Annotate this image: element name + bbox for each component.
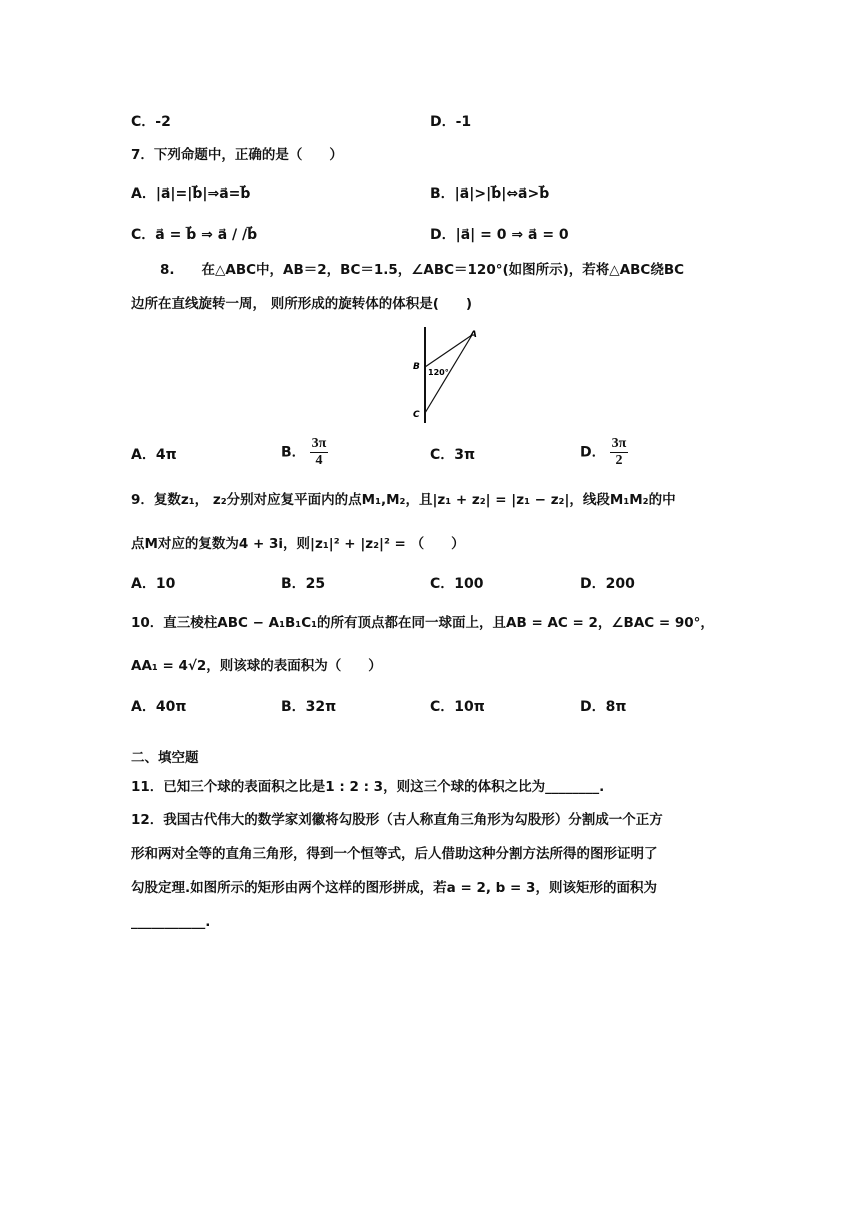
q10-option-b: B．32π	[281, 699, 337, 715]
q12-line2: 形和两对全等的直角三角形，得到一个恒等式，后人借助这种分割方法所得的图形证明了	[131, 846, 658, 862]
q9-option-b: B．25	[281, 576, 326, 592]
q9-option-c: C．100	[430, 576, 484, 592]
q7-option-c: C．a⃗ = b⃗ ⇒ a⃗ / /b⃗	[131, 227, 258, 243]
q12-line1: 12．我国古代伟大的数学家刘徽将勾股形（古人称直角三角形为勾股形）分割成一个正方	[131, 812, 663, 828]
q7-stem: 7．下列命题中，正确的是（ ）	[131, 147, 343, 163]
section-heading-fill-in: 二、填空题	[131, 750, 199, 766]
q10-option-a: A．40π	[131, 699, 187, 715]
q12-line4: ___________.	[131, 914, 211, 930]
q12-line3: 勾股定理.如图所示的矩形由两个这样的图形拼成，若a = 2, b = 3，则该矩形的面积为	[131, 880, 657, 896]
q8-triangle-figure	[410, 325, 490, 425]
figure-angle-label: 120°	[428, 368, 449, 377]
fraction-numerator: 3π	[611, 436, 627, 451]
q8-stem-line2: 边所在直线旋转一周， 则所形成的旋转体的体积是( )	[131, 296, 473, 312]
q10-stem-line1: 10．直三棱柱ABC − A₁B₁C₁的所有顶点都在同一球面上，且AB = AC = 2，∠BAC = 90°，	[131, 615, 714, 631]
q8-option-d-prefix: D．	[580, 444, 606, 461]
q8-option-a: A．4π	[131, 447, 177, 463]
q9-stem-line1: 9．复数z₁， z₂分别对应复平面内的点M₁,M₂，且|z₁ + z₂| = |z₁ − z₂|，线段M₁M₂的中	[131, 492, 676, 508]
q9-stem-line2: 点M对应的复数为4 + 3i，则|z₁|² + |z₂|² = （ ）	[131, 536, 465, 552]
q8-option-b-fraction	[310, 436, 329, 469]
q10-stem-line2: AA₁ = 4√2，则该球的表面积为（ ）	[131, 658, 382, 674]
q8-option-d	[580, 436, 628, 469]
q8-option-d-fraction	[610, 436, 629, 469]
q8-option-c: C．3π	[430, 447, 476, 463]
q11-stem: 11．已知三个球的表面积之比是1 : 2 : 3，则这三个球的体积之比为________.	[131, 779, 605, 795]
figure-label-b: B	[413, 362, 420, 372]
q8-option-b	[281, 436, 328, 469]
fraction-denominator: 2	[615, 453, 623, 468]
q10-option-c: C．10π	[430, 699, 485, 715]
fraction-numerator: 3π	[311, 436, 327, 451]
fraction-denominator: 4	[315, 453, 323, 468]
q6-option-d: D．-1	[430, 114, 472, 130]
q9-option-d: D．200	[580, 576, 635, 592]
q8-stem-line1: 8. 在△ABC中，AB＝2，BC＝1.5，∠ABC＝120°(如图所示)，若将△ABC绕BC	[160, 262, 685, 278]
q6-option-c: C．-2	[131, 114, 171, 130]
triangle-diagram	[410, 325, 490, 425]
q10-option-d: D．8π	[580, 699, 627, 715]
figure-label-a: A	[470, 330, 477, 340]
q7-option-a: A．|a⃗|=|b⃗|⇒a⃗=b⃗	[131, 186, 251, 202]
q7-option-b: B．|a⃗|>|b⃗|⇔a⃗>b⃗	[430, 186, 550, 202]
q8-option-b-prefix: B．	[281, 444, 306, 461]
q7-option-d: D．|a⃗| = 0 ⇒ a⃗ = 0	[430, 227, 569, 243]
figure-label-c: C	[413, 410, 420, 420]
q9-option-a: A．10	[131, 576, 176, 592]
